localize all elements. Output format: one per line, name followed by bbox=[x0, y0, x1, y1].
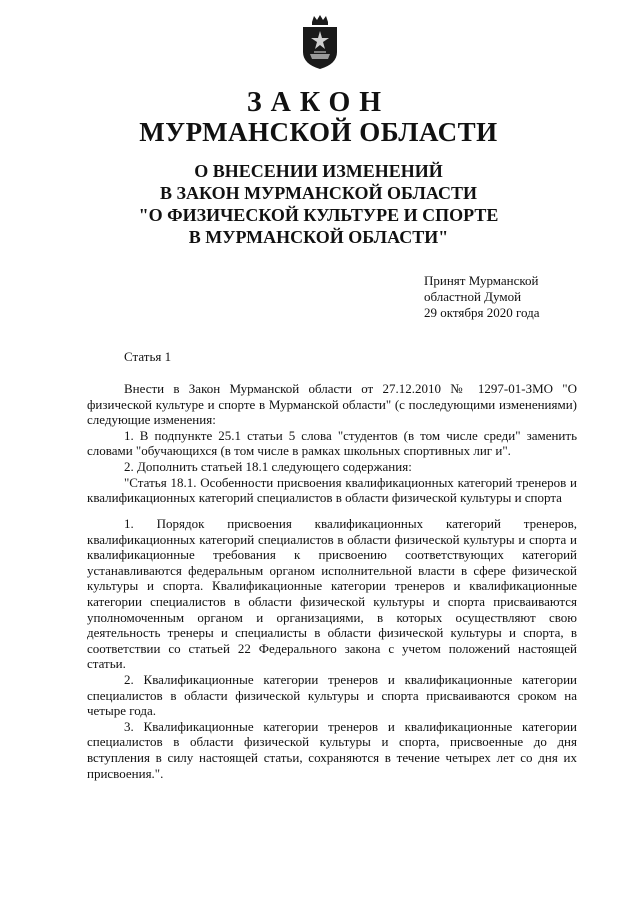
subtitle-line-2: В ЗАКОН МУРМАНСКОЙ ОБЛАСТИ bbox=[159, 183, 478, 203]
law-title: ЗАКОН bbox=[246, 87, 391, 118]
amendments-block bbox=[87, 381, 577, 506]
subtitle-line-1: О ВНЕСЕНИИ ИЗМЕНЕНИЙ bbox=[194, 161, 443, 181]
item-2-paragraph: 2. Дополнить статьей 18.1 следующего содержания: bbox=[124, 458, 412, 474]
clause-2-paragraph: 2. Квалификационные категории тренеров и квалификационные категории специалистов в области физической культуры и спорта присваиваются сроком на четыре года. bbox=[87, 671, 577, 719]
adoption-note bbox=[424, 273, 584, 321]
new-article-body bbox=[87, 516, 577, 781]
clause-1-paragraph: 1. Порядок присвоения квалификационных категорий тренеров, квалификационных категорий специалистов в области физической культуры и спорта и квалификационные требования к присвоению соответствующих категорий устанавливаются федеральным органом исполнительной власти в сфере физической культуры и спорта. Квалификационные категории тренеров и квалификационные категории специалистов в области физической культуры и спорта присваиваются уполномоченным органом и организациями, в которых осуществляют свою деятельность тренеры и специалисты в области физической культуры и спорта, в соответствии со статьей 22 Федерального закона с учетом положений настоящей статьи. bbox=[87, 516, 577, 672]
adoption-date: 29 октября 2020 года bbox=[424, 305, 540, 320]
new-article-title: "Статья 18.1. Особенности присвоения квалификационных категорий тренеров и квалификационных категорий специалистов в области физической культуры и спорта bbox=[87, 474, 577, 506]
adoption-line-2: областной Думой bbox=[424, 289, 522, 304]
clause-3-paragraph: 3. Квалификационные категории тренеров и квалификационные категории специалистов в области физической культуры и спорта, присвоенные до дня вступления в силу настоящей статьи, сохраняются в течение четырех лет со дня их присвоения.". bbox=[87, 718, 577, 781]
intro-paragraph: Внести в Закон Мурманской области от 27.12.2010 № 1297-01-ЗМО "О физической культуре и спорте в Мурманской области" (с последующими изменениями) следующие изменения: bbox=[87, 381, 577, 428]
adoption-line-1: Принят Мурманской bbox=[424, 273, 539, 288]
item-1-paragraph: 1. В подпункте 25.1 статьи 5 слова "студентов (в том числе среди" заменить словами "обучающихся (в том числе в рамках школьных спортивных лиг и". bbox=[87, 427, 577, 459]
law-region-title: МУРМАНСКОЙ ОБЛАСТИ bbox=[139, 117, 498, 147]
coat-of-arms-icon bbox=[300, 14, 340, 70]
subtitle-line-4: В МУРМАНСКОЙ ОБЛАСТИ" bbox=[188, 227, 449, 247]
subtitle-line-3: "О ФИЗИЧЕСКОЙ КУЛЬТУРЕ И СПОРТЕ bbox=[138, 205, 499, 225]
article-heading: Статья 1 bbox=[124, 349, 172, 364]
